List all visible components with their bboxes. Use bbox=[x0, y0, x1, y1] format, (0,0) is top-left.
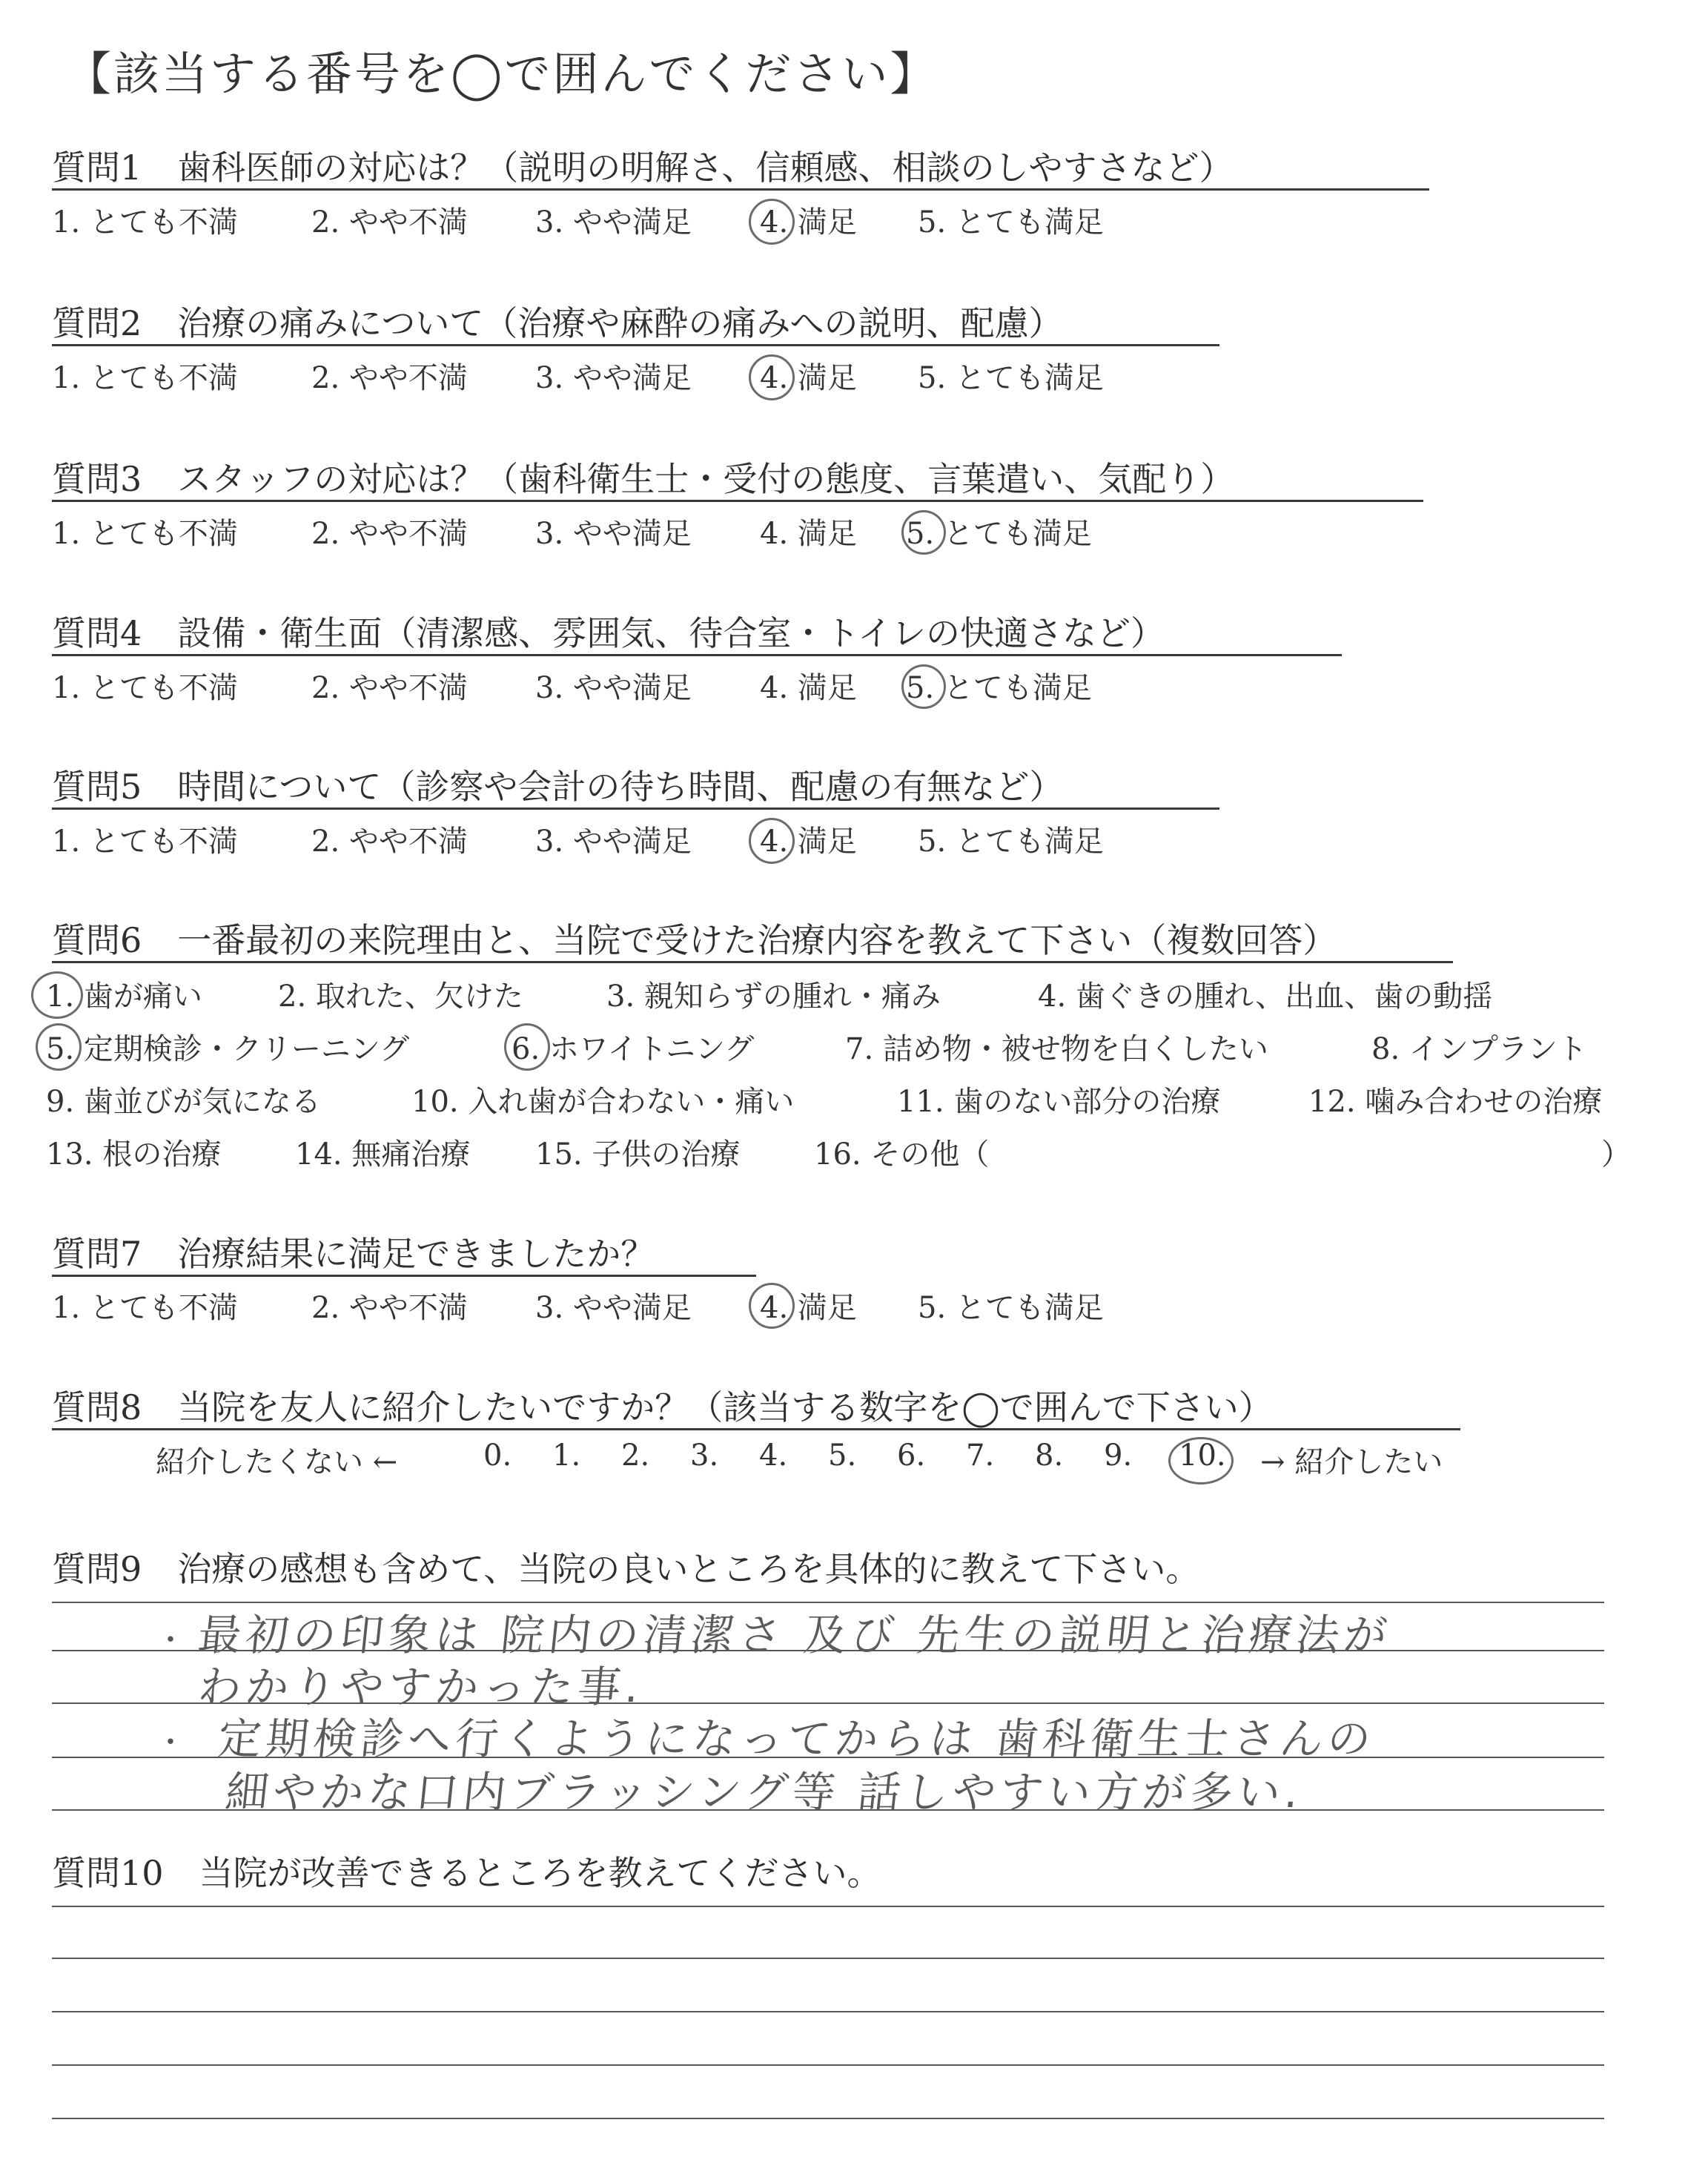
question-6-underline bbox=[52, 961, 1453, 963]
option-3[interactable]: 3. 親知らずの腫れ・痛み bbox=[606, 980, 941, 1014]
option-4[interactable]: 4. 満足 bbox=[760, 825, 857, 859]
question-2-underline bbox=[52, 344, 1219, 346]
option-5[interactable]: 5. とても満足 bbox=[918, 825, 1104, 859]
writing-line[interactable] bbox=[52, 2118, 1604, 2119]
writing-line[interactable] bbox=[52, 2011, 1604, 2012]
handwritten-answer-line-1: 最初の印象は 院内の清潔さ 及び 先生の説明と治療法が bbox=[195, 1610, 1394, 1660]
option-2[interactable]: 2. やや不満 bbox=[311, 361, 468, 395]
question-6-row-4 bbox=[0, 1131, 1708, 1175]
option-1[interactable]: 1. 歯が痛い bbox=[46, 980, 202, 1014]
question-number: 質問1 bbox=[52, 148, 142, 188]
question-number: 質問5 bbox=[52, 767, 142, 807]
option-13[interactable]: 13. 根の治療 bbox=[46, 1137, 222, 1172]
question-3-underline bbox=[52, 500, 1423, 502]
option-10[interactable]: 10. 入れ歯が合わない・痛い bbox=[411, 1085, 795, 1119]
question-8-title bbox=[52, 1381, 1273, 1430]
option-2[interactable]: 2. やや不満 bbox=[311, 1291, 468, 1325]
option-1[interactable]: 1. とても不満 bbox=[52, 205, 238, 240]
question-text: 一番最初の来院理由と、当院で受けた治療内容を教えて下さい（複数回答） bbox=[177, 920, 1337, 960]
question-3-options bbox=[0, 510, 1708, 555]
question-6-row-1 bbox=[0, 973, 1708, 1017]
scale-6[interactable]: 6. bbox=[897, 1439, 926, 1473]
question-number: 質問6 bbox=[52, 920, 142, 960]
option-3[interactable]: 3. やや満足 bbox=[535, 517, 692, 551]
writing-line[interactable] bbox=[52, 1958, 1604, 1959]
scale-4[interactable]: 4. bbox=[759, 1439, 788, 1473]
scale-5[interactable]: 5. bbox=[828, 1439, 857, 1473]
option-2[interactable]: 2. やや不満 bbox=[311, 517, 468, 551]
scale-3[interactable]: 3. bbox=[690, 1439, 719, 1473]
writing-line[interactable] bbox=[52, 1906, 1604, 1907]
option-15[interactable]: 15. 子供の治療 bbox=[535, 1137, 741, 1172]
question-4-title bbox=[52, 607, 1165, 655]
option-3[interactable]: 3. やや満足 bbox=[535, 825, 692, 859]
question-number: 質問3 bbox=[52, 459, 142, 499]
option-1[interactable]: 1. とても不満 bbox=[52, 671, 238, 705]
question-1-title bbox=[52, 141, 1233, 190]
question-9-title bbox=[52, 1542, 1199, 1591]
option-4[interactable]: 4. 満足 bbox=[760, 671, 857, 705]
option-2[interactable]: 2. やや不満 bbox=[311, 205, 468, 240]
option-5[interactable]: 5. とても満足 bbox=[918, 361, 1104, 395]
question-text: 治療結果に満足できましたか？ bbox=[177, 1234, 655, 1274]
question-1-options bbox=[0, 199, 1708, 243]
question-4-underline bbox=[52, 654, 1342, 656]
question-text: スタッフの対応は？（歯科衛生士・受付の態度、言葉遣い、気配り） bbox=[177, 459, 1235, 499]
option-5[interactable]: 5. 定期検診・クリーニング bbox=[46, 1032, 410, 1066]
option-3[interactable]: 3. やや満足 bbox=[535, 361, 692, 395]
question-number: 質問2 bbox=[52, 303, 142, 343]
option-11[interactable]: 11. 歯のない部分の治療 bbox=[897, 1085, 1221, 1119]
question-8-underline bbox=[52, 1428, 1460, 1430]
scale-1[interactable]: 1. bbox=[552, 1439, 581, 1473]
option-5[interactable]: 5. とても満足 bbox=[918, 205, 1104, 240]
question-7-underline bbox=[52, 1275, 756, 1277]
option-14[interactable]: 14. 無痛治療 bbox=[295, 1137, 471, 1172]
selection-circle bbox=[749, 199, 795, 245]
option-7[interactable]: 7. 詰め物・被せ物を白くしたい bbox=[845, 1032, 1268, 1066]
option-5[interactable]: 5. とても満足 bbox=[918, 1291, 1104, 1325]
question-text: 当院を友人に紹介したいですか？（該当する数字を◯で囲んで下さい） bbox=[177, 1387, 1273, 1427]
option-3[interactable]: 3. やや満足 bbox=[535, 1291, 692, 1325]
question-number: 質問4 bbox=[52, 613, 142, 653]
option-4[interactable]: 4. 歯ぐきの腫れ、出血、歯の動揺 bbox=[1038, 980, 1493, 1014]
question-6-row-2 bbox=[0, 1025, 1708, 1070]
question-1-underline bbox=[52, 188, 1429, 191]
scale-2[interactable]: 2. bbox=[621, 1439, 650, 1473]
option-4[interactable]: 4. 満足 bbox=[760, 361, 857, 395]
question-text: 設備・衛生面（清潔感、雰囲気、待合室・トイレの快適さなど） bbox=[177, 613, 1165, 653]
option-1[interactable]: 1. とても不満 bbox=[52, 825, 238, 859]
question-10-title bbox=[52, 1846, 881, 1895]
question-text: 治療の痛みについて（治療や麻酔の痛みへの説明、配慮） bbox=[177, 303, 1063, 343]
question-6-title bbox=[52, 914, 1337, 962]
question-text: 歯科医師の対応は？（説明の明解さ、信頼感、相談のしやすさなど） bbox=[177, 148, 1234, 188]
question-7-options bbox=[0, 1284, 1708, 1329]
question-text: 当院が改善できるところを教えてください。 bbox=[199, 1853, 881, 1893]
selection-circle bbox=[36, 1023, 82, 1071]
option-4[interactable]: 4. 満足 bbox=[760, 205, 857, 240]
question-text: 時間について（診察や会計の待ち時間、配慮の有無など） bbox=[177, 767, 1064, 807]
selection-circle bbox=[749, 818, 795, 864]
question-number: 質問10 bbox=[52, 1853, 164, 1893]
option-1[interactable]: 1. とても不満 bbox=[52, 361, 238, 395]
selection-circle bbox=[749, 1283, 795, 1329]
question-8-scale bbox=[0, 1439, 1708, 1483]
question-7-title bbox=[52, 1227, 655, 1276]
selection-circle bbox=[1168, 1437, 1234, 1484]
bullet: ・ bbox=[156, 1725, 185, 1760]
option-12[interactable]: 12. 噛み合わせの治療 bbox=[1308, 1085, 1603, 1119]
page-title: 【該当する番号を◯で囲んでください】 bbox=[65, 47, 939, 101]
writing-line[interactable] bbox=[52, 2064, 1604, 2066]
scale-9[interactable]: 9. bbox=[1104, 1439, 1133, 1473]
scale-0[interactable]: 0. bbox=[483, 1439, 512, 1473]
selection-circle bbox=[504, 1023, 550, 1071]
option-9[interactable]: 9. 歯並びが気になる bbox=[46, 1085, 321, 1119]
option-3[interactable]: 3. やや満足 bbox=[535, 205, 692, 240]
option-4[interactable]: 4. 満足 bbox=[760, 517, 857, 551]
scale-7[interactable]: 7. bbox=[966, 1439, 995, 1473]
question-5-options bbox=[0, 818, 1708, 862]
question-2-options bbox=[0, 354, 1708, 399]
option-4[interactable]: 4. 満足 bbox=[760, 1291, 857, 1325]
question-5-title bbox=[52, 760, 1063, 809]
option-16[interactable]: 16. その他（ bbox=[814, 1137, 990, 1172]
question-number: 質問8 bbox=[52, 1387, 142, 1427]
option-5[interactable]: 5. とても満足 bbox=[906, 671, 1092, 705]
question-2-title bbox=[52, 297, 1062, 346]
option-2[interactable]: 2. 取れた、欠けた bbox=[278, 980, 523, 1014]
question-text: 治療の感想も含めて、当院の良いところを具体的に教えて下さい。 bbox=[177, 1549, 1200, 1589]
question-3-title bbox=[52, 452, 1234, 501]
question-6-row-3 bbox=[0, 1078, 1708, 1123]
option-1[interactable]: 1. とても不満 bbox=[52, 1291, 238, 1325]
scale-8[interactable]: 8. bbox=[1035, 1439, 1064, 1473]
option-16-close: ） bbox=[1601, 1137, 1631, 1172]
question-5-underline bbox=[52, 807, 1219, 810]
scale-right-label: → 紹介したい bbox=[1260, 1445, 1443, 1479]
handwritten-answer-line-2: わかりやすかった事. bbox=[195, 1662, 646, 1712]
option-3[interactable]: 3. やや満足 bbox=[535, 671, 692, 705]
selection-circle bbox=[31, 971, 83, 1019]
selection-circle bbox=[749, 354, 795, 400]
bullet: ・ bbox=[156, 1623, 185, 1657]
option-1[interactable]: 1. とても不満 bbox=[52, 517, 238, 551]
question-4-options bbox=[0, 664, 1708, 709]
question-number: 質問7 bbox=[52, 1234, 142, 1274]
option-2[interactable]: 2. やや不満 bbox=[311, 671, 468, 705]
option-6[interactable]: 6. ホワイトニング bbox=[512, 1032, 755, 1066]
scale-left-label: 紹介したくない ← bbox=[156, 1445, 398, 1479]
handwritten-answer-line-4: 細やかな口内ブラッシング等 話しやすい方が多い. bbox=[222, 1767, 1306, 1817]
option-2[interactable]: 2. やや不満 bbox=[311, 825, 468, 859]
question-number: 質問9 bbox=[52, 1549, 142, 1589]
selection-circle bbox=[901, 664, 946, 709]
scale-10[interactable]: 10. bbox=[1179, 1439, 1226, 1473]
option-8[interactable]: 8. インプラント bbox=[1371, 1032, 1587, 1066]
handwritten-answer-line-3: 定期検診へ行くようになってからは 歯科衛生士さんの bbox=[215, 1714, 1378, 1764]
option-5[interactable]: 5. とても満足 bbox=[906, 517, 1092, 551]
selection-circle bbox=[901, 510, 946, 555]
